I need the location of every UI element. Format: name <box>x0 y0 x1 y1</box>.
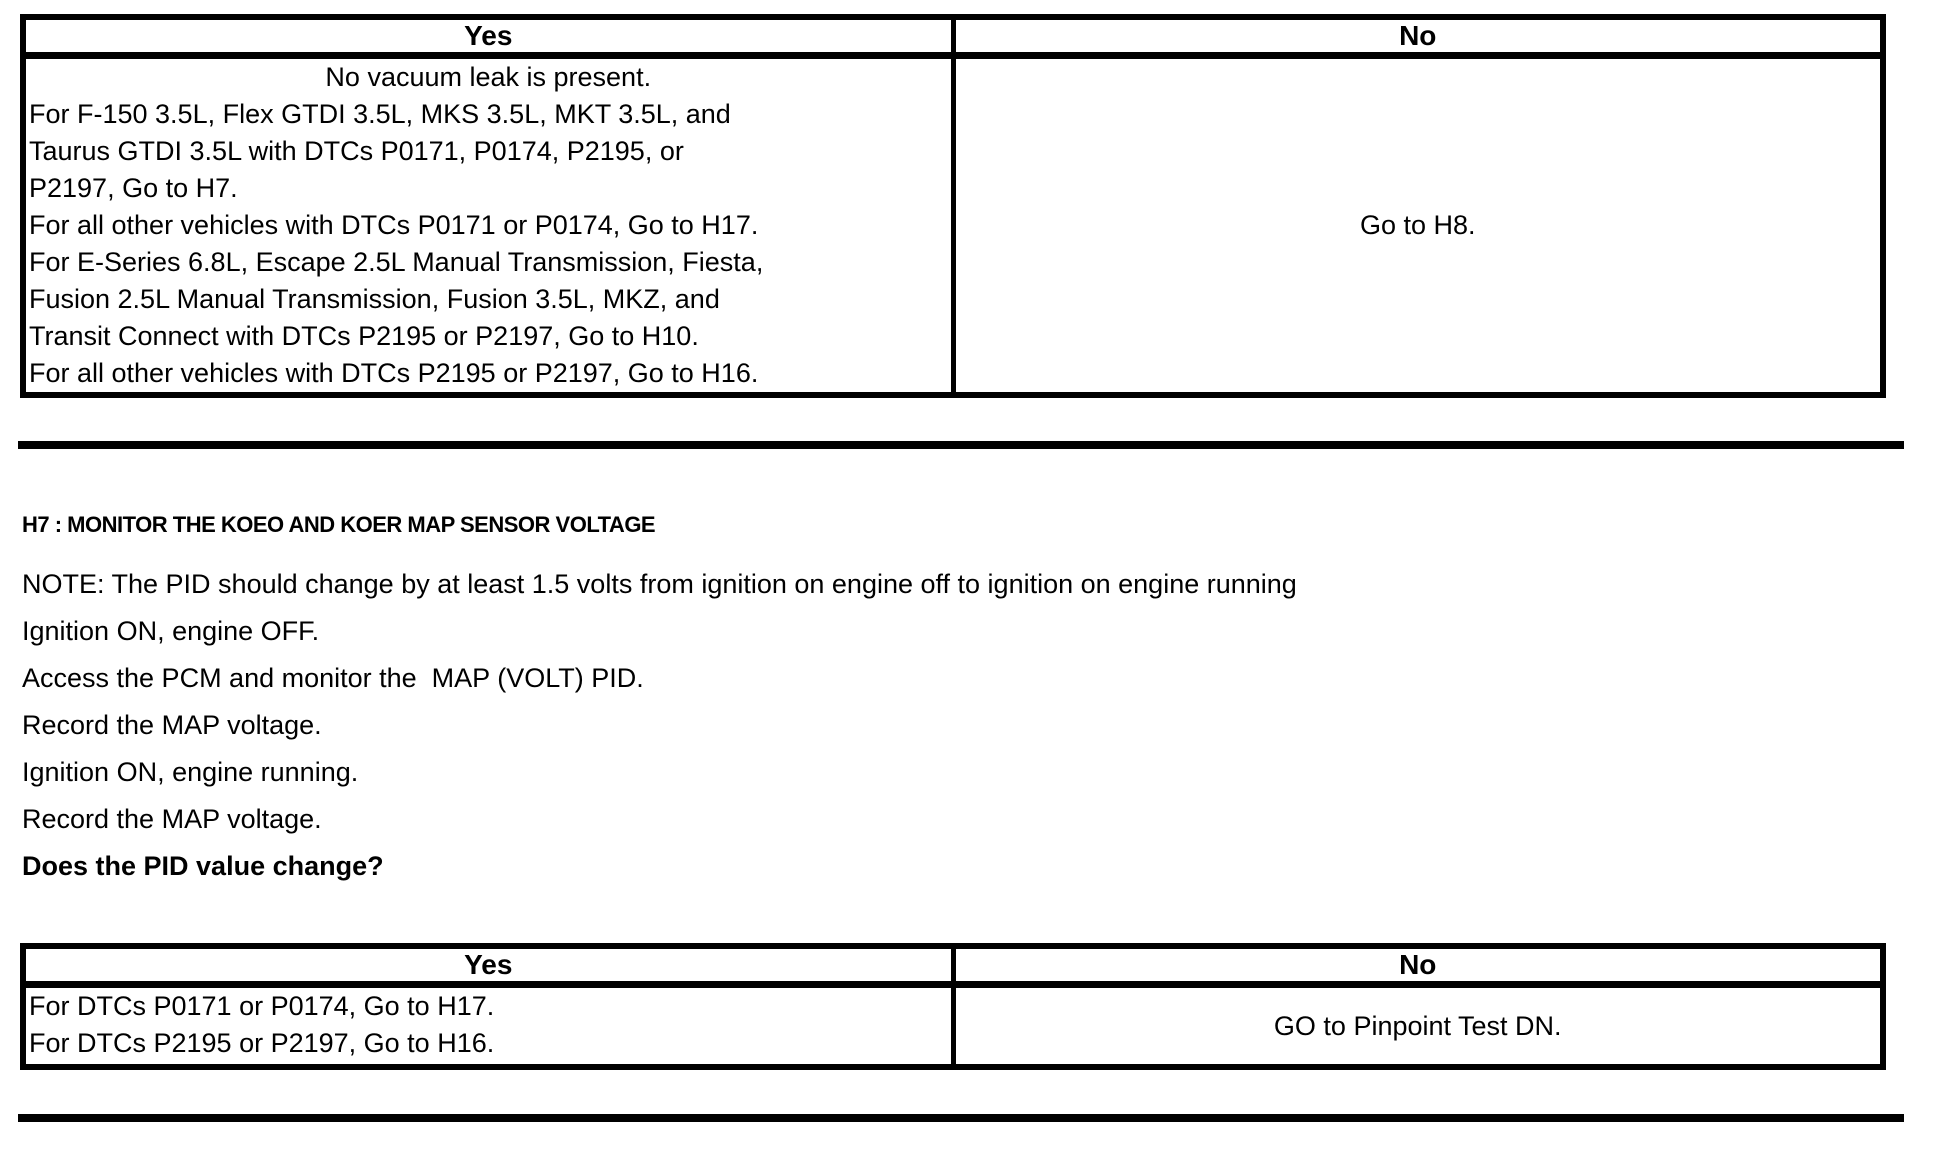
step-heading: H7 : MONITOR THE KOEO AND KOER MAP SENSOR VOLTAGE <box>22 512 656 537</box>
no-result-cell <box>951 59 1881 392</box>
decision-table-1-header-row <box>26 20 1880 59</box>
decision-table-1 <box>20 14 1886 398</box>
section-divider-rule <box>18 441 1904 449</box>
no-column-header: No <box>951 20 1881 52</box>
yes-result-line: For E-Series 6.8L, Escape 2.5L Manual Transmission, Fiesta, <box>29 247 764 277</box>
yes-result-cell <box>26 988 951 1064</box>
section-divider-rule <box>18 1114 1904 1122</box>
yes-result-line: For all other vehicles with DTCs P0171 or P0174, Go to H17. <box>29 210 759 240</box>
yes-result-line: For F-150 3.5L, Flex GTDI 3.5L, MKS 3.5L, MKT 3.5L, and <box>29 99 731 129</box>
yes-result-line: Transit Connect with DTCs P2195 or P2197, Go to H10. <box>29 321 699 351</box>
yes-column-header: Yes <box>464 20 513 51</box>
yes-result-line: Fusion 2.5L Manual Transmission, Fusion 3.5L, MKZ, and <box>29 284 720 314</box>
note-line: NOTE: The PID should change by at least 1.5 volts from ignition on engine off to ignition on engine running <box>22 569 1297 599</box>
no-result-line: GO to Pinpoint Test DN. <box>1273 1010 1562 1041</box>
decision-table-2 <box>20 943 1886 1070</box>
yes-result-line: Taurus GTDI 3.5L with DTCs P0171, P0174, P2195, or <box>29 136 684 166</box>
procedure-step: Ignition ON, engine running. <box>22 757 359 787</box>
decision-table-2-body-row <box>26 988 1880 1064</box>
yes-result-line: For DTCs P0171 or P0174, Go to H17. <box>29 991 495 1021</box>
procedure-step: Ignition ON, engine OFF. <box>22 616 320 646</box>
yes-result-line: For DTCs P2195 or P2197, Go to H16. <box>29 1028 495 1058</box>
yes-result-line: No vacuum leak is present. <box>325 62 652 92</box>
decision-table-2-header-row <box>26 949 1880 988</box>
yes-result-line: For all other vehicles with DTCs P2195 or P2197, Go to H16. <box>29 358 759 388</box>
yes-result-line: P2197, Go to H7. <box>29 173 238 203</box>
procedure-step: Record the MAP voltage. <box>22 804 322 834</box>
decision-table-1-body-row <box>26 59 1880 392</box>
procedure-block <box>22 561 1297 890</box>
no-result-cell <box>951 988 1881 1064</box>
no-column-header: No <box>951 949 1881 981</box>
yes-column-header: Yes <box>464 949 513 980</box>
procedure-step: Record the MAP voltage. <box>22 710 322 740</box>
yes-result-cell <box>26 59 951 392</box>
question-line: Does the PID value change? <box>22 851 384 881</box>
procedure-step: Access the PCM and monitor the MAP (VOLT) PID. <box>22 663 644 693</box>
no-result-line: Go to H8. <box>1359 210 1476 240</box>
